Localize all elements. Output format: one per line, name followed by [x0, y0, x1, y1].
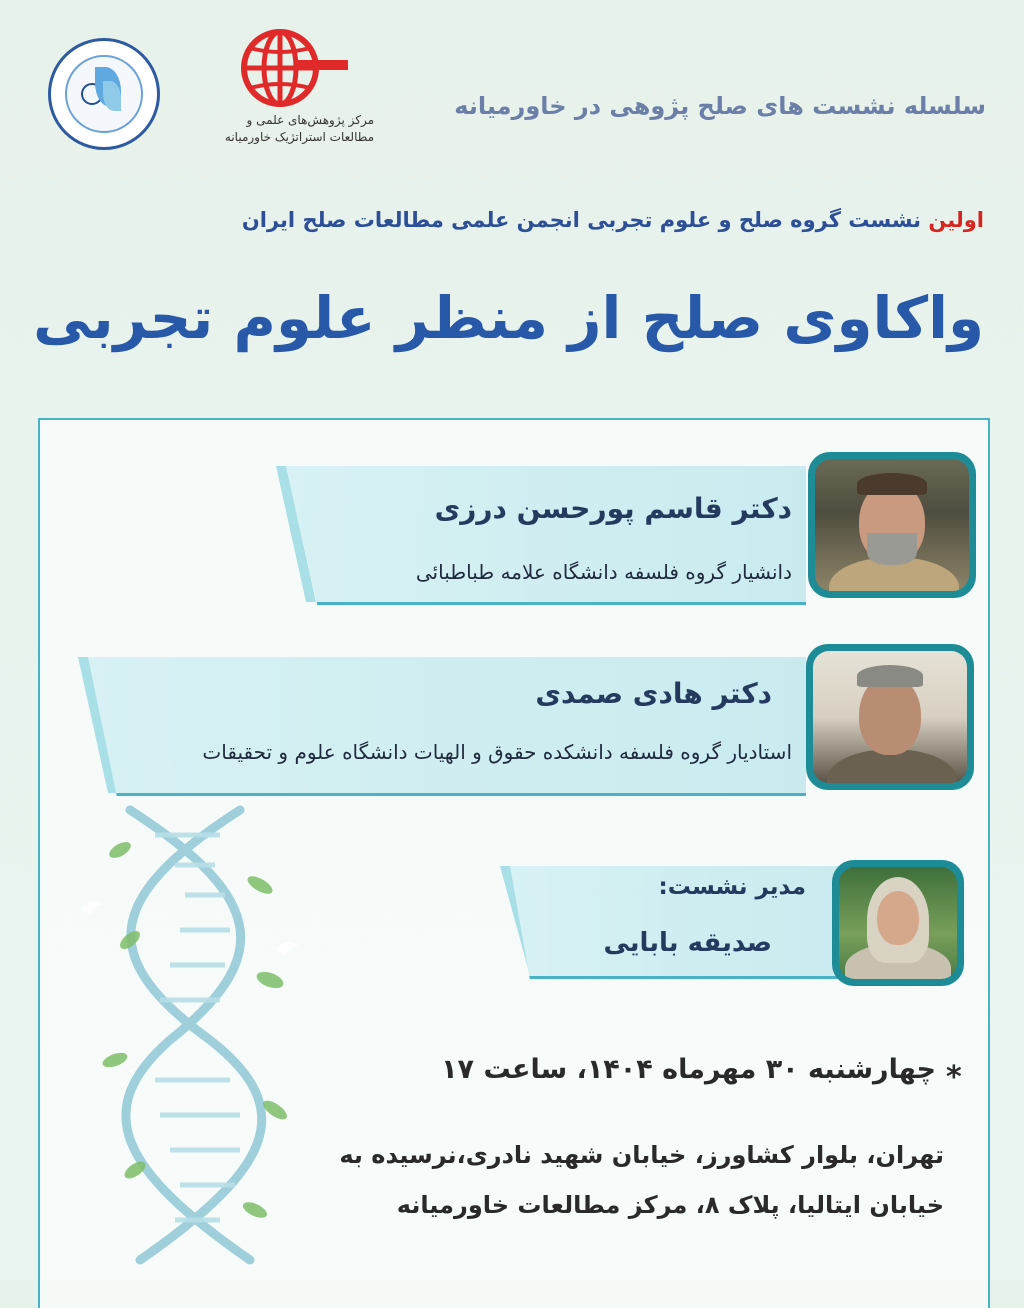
series-title: سلسله نشست های صلح پژوهی در خاورمیانه: [454, 92, 986, 120]
asterisk-icon: *: [946, 1060, 962, 1095]
speaker-1-photo-frame: [808, 452, 976, 598]
speaker-2-hair: [857, 665, 923, 687]
moderator-label: مدیر نشست:: [658, 874, 806, 900]
subtitle-highlight: اولین: [928, 208, 984, 232]
event-date: چهارشنبه ۳۰ مهرماه ۱۴۰۴، ساعت ۱۷: [441, 1054, 936, 1085]
caption-line-1: مرکز پژوهش‌های علمی و: [246, 113, 374, 127]
caption-line-2: مطالعات استراتژیک خاورمیانه: [224, 130, 374, 144]
subtitle-rest: نشست گروه صلح و علوم تجربی انجمن علمی مطالعات صلح ایران: [241, 208, 929, 232]
moderator-photo: [839, 867, 957, 979]
speaker-1-role: دانشیار گروه فلسفه دانشگاه علامه طباطبائی: [415, 560, 792, 584]
speaker-1-hair: [857, 473, 927, 495]
speaker-2-face: [859, 675, 921, 755]
speaker-card-1: [286, 466, 806, 605]
speaker-2-role: استادیار گروه فلسفه دانشکده حقوق و الهیات دانشگاه علوم و تحقیقات: [202, 740, 792, 764]
main-title: واکاوی صلح از منظر علوم تجربی: [33, 284, 984, 352]
speaker-2-photo-frame: [806, 644, 974, 790]
speaker-1-name: دکتر قاسم پورحسن درزی: [434, 492, 792, 525]
moderator-face: [877, 891, 919, 945]
event-address: تهران، بلوار کشاورز، خیابان شهید نادری،نرسیده به خیابان ایتالیا، پلاک ۸، مرکز مطالعات خاورمیانه: [339, 1141, 944, 1219]
moderator-photo-frame: [832, 860, 964, 986]
speaker-2-name: دکتر هادی صمدی: [535, 677, 772, 710]
moderator-name: صدیقه بابایی: [603, 928, 772, 958]
session-subtitle: [242, 208, 984, 232]
research-center-caption: [178, 112, 374, 146]
speaker-1-photo: [815, 459, 969, 591]
speaker-2-photo: [813, 651, 967, 783]
speaker-1-beard: [867, 533, 917, 565]
anjoman-logo: [48, 38, 160, 150]
